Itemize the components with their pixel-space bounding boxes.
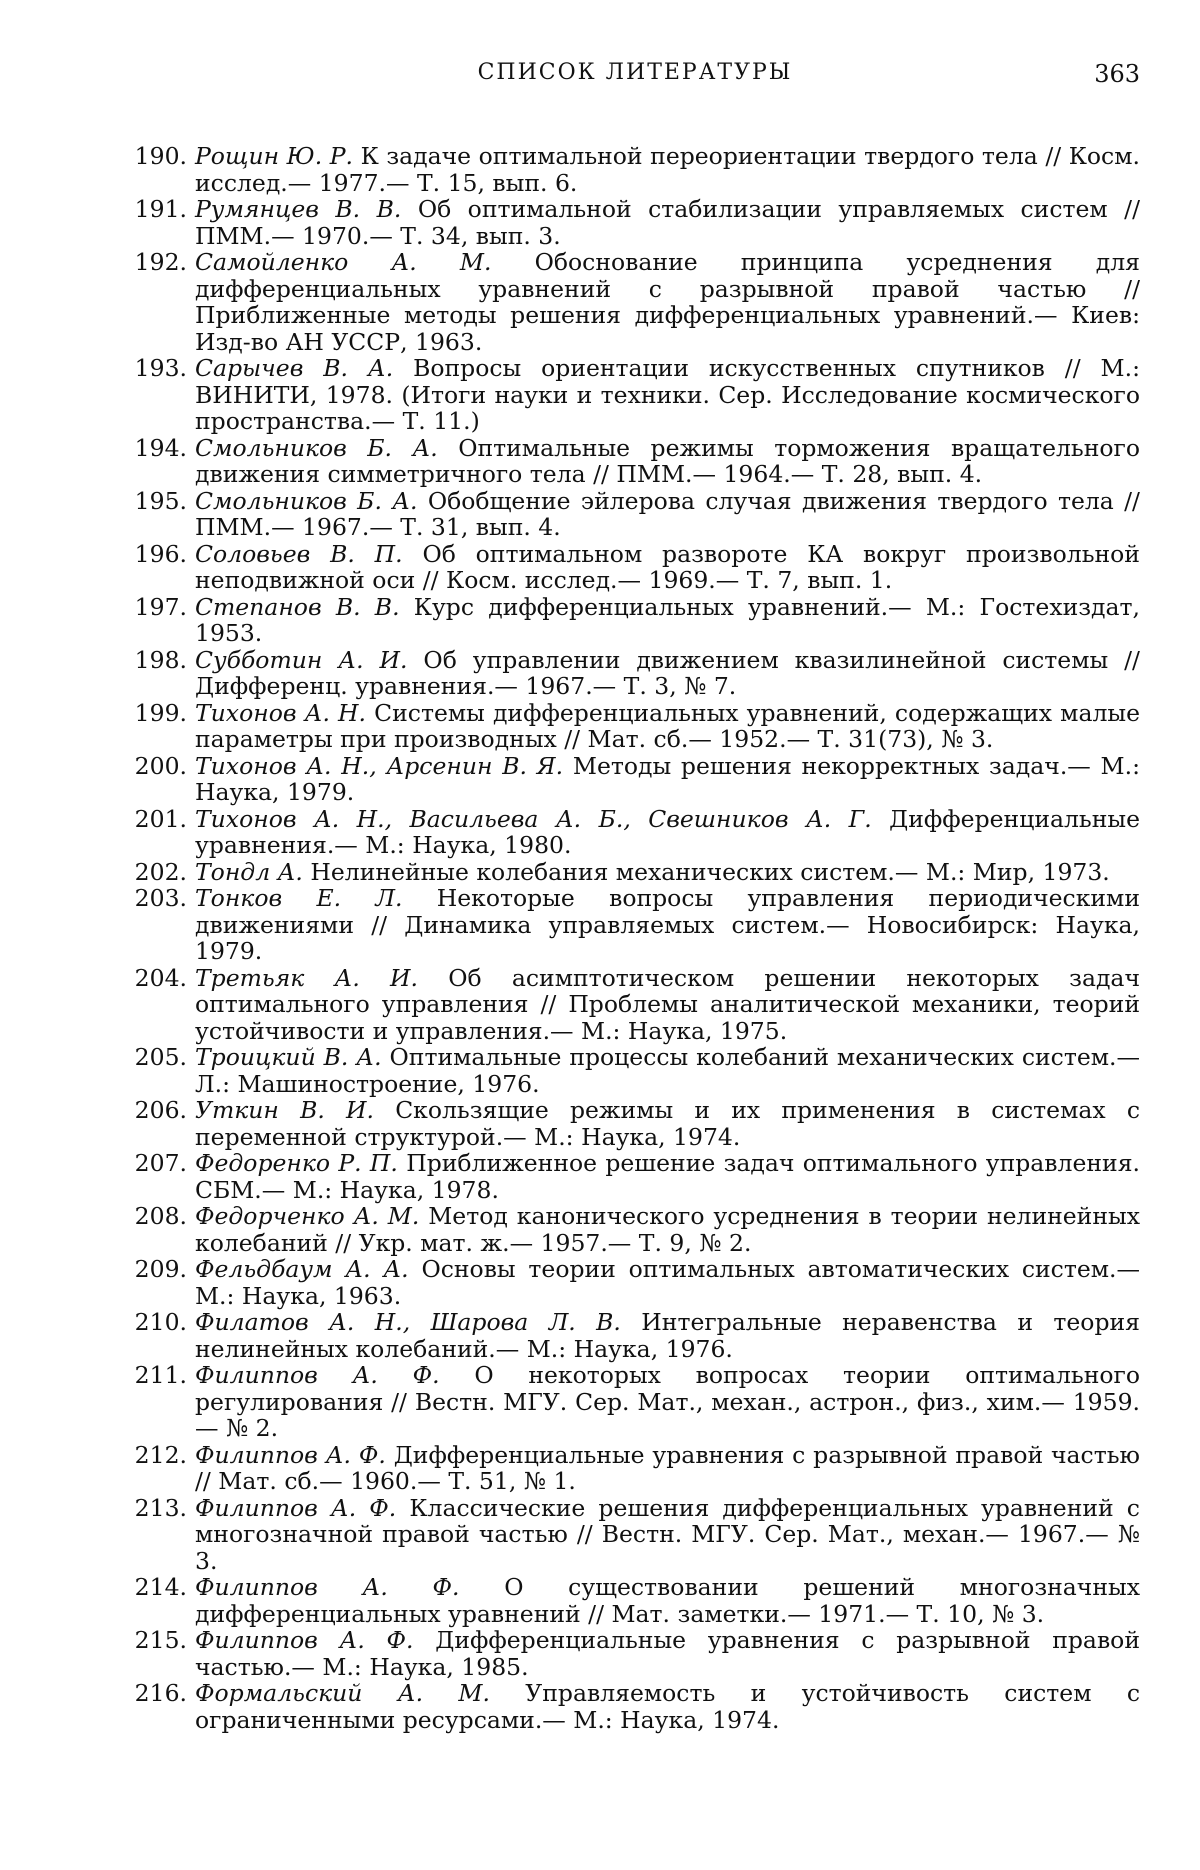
reference-authors: Филиппов А. Ф. <box>195 1573 460 1601</box>
reference-text: О некоторых вопросах теории оптимального регулирования // Вестн. МГУ. Сер. Мат., механ., астрон., физ., хим.— 1959.— № 2. <box>195 1361 1140 1442</box>
reference-body <box>195 1097 1140 1150</box>
reference-number: 204. <box>134 963 187 992</box>
reference-body <box>195 753 1140 806</box>
reference-authors: Степанов В. В. <box>195 592 400 621</box>
reference-entry <box>130 594 1140 647</box>
reference-number: 210. <box>134 1308 187 1336</box>
reference-number: 208. <box>134 1202 187 1230</box>
reference-authors: Троицкий В. А. <box>195 1043 382 1071</box>
reference-body <box>195 647 1140 700</box>
reference-entry <box>130 753 1140 806</box>
reference-entry <box>130 435 1140 488</box>
reference-text: Системы дифференциальных уравнений, содержащих малые параметры при производных // Мат. сб.— 1952.— Т. 31(73), № 3. <box>195 698 1140 753</box>
reference-authors: Румянцев В. В. <box>195 195 402 223</box>
reference-number: 205. <box>134 1043 187 1071</box>
reference-entry <box>130 806 1140 859</box>
reference-number: 194. <box>134 433 187 462</box>
reference-number: 202. <box>134 857 187 886</box>
reference-entry <box>130 1203 1140 1256</box>
reference-number: 213. <box>134 1493 187 1522</box>
reference-entry <box>130 143 1140 196</box>
reference-body <box>195 806 1140 859</box>
reference-body <box>195 1442 1140 1495</box>
reference-number: 209. <box>134 1255 187 1283</box>
reference-number: 190. <box>134 142 187 170</box>
reference-body <box>195 541 1140 594</box>
reference-text: Вопросы ориентации искусственных спутников // М.: ВИНИТИ, 1978. (Итоги науки и техники. Сер. Исследование космического пространства.— Т. 11.) <box>195 354 1140 435</box>
reference-body <box>195 355 1140 435</box>
reference-text: Дифференциальные уравнения.— М.: Наука, 1980. <box>195 804 1140 859</box>
reference-text: Дифференциальные уравнения с разрывной правой частью // Мат. сб.— 1960.— Т. 51, № 1. <box>195 1440 1140 1495</box>
reference-number: 216. <box>134 1679 187 1707</box>
reference-body <box>195 1362 1140 1442</box>
reference-number: 193. <box>134 354 187 382</box>
reference-entry <box>130 1680 1140 1733</box>
reference-number: 201. <box>134 804 187 833</box>
reference-text: Курс дифференциальных уравнений.— М.: Гостехиздат, 1953. <box>195 592 1140 647</box>
reference-text: Некоторые вопросы управления периодическими движениями // Динамика управляемых систем.— Новосибирск: Наука, 1979. <box>195 884 1140 965</box>
reference-number: 191. <box>134 195 187 223</box>
reference-authors: Тонков Е. Л. <box>195 884 403 912</box>
reference-body <box>195 1203 1140 1256</box>
reference-number: 207. <box>134 1149 187 1177</box>
reference-authors: Филиппов А. Ф. <box>195 1493 397 1522</box>
reference-authors: Тихонов А. Н. <box>195 698 366 727</box>
reference-body <box>195 859 1140 886</box>
reference-authors: Рощин Ю. Р. <box>195 142 354 170</box>
reference-text: Оптимальные процессы колебаний механических систем.— Л.: Машиностроение, 1976. <box>195 1043 1140 1098</box>
reference-text: Основы теории оптимальных автоматических систем.— М.: Наука, 1963. <box>195 1255 1140 1310</box>
reference-number: 211. <box>134 1361 187 1389</box>
reference-number: 195. <box>134 486 187 515</box>
reference-entry <box>130 885 1140 965</box>
reference-text: Приближенное решение задач оптимального управления. СБМ.— М.: Наука, 1978. <box>195 1149 1140 1204</box>
reference-text: О существовании решений многозначных дифференциальных уравнений // Мат. заметки.— 1971.— Т. 10, № 3. <box>195 1573 1140 1628</box>
reference-body <box>195 1150 1140 1203</box>
reference-authors: Тихонов А. Н., Арсенин В. Я. <box>195 751 564 780</box>
reference-entry <box>130 1627 1140 1680</box>
reference-entry <box>130 859 1140 886</box>
reference-entry <box>130 1150 1140 1203</box>
reference-body <box>195 1574 1140 1627</box>
reference-number: 203. <box>134 884 187 912</box>
reference-entry <box>130 1044 1140 1097</box>
reference-entry <box>130 1256 1140 1309</box>
reference-authors: Тондл А. <box>195 857 303 886</box>
reference-entry <box>130 965 1140 1045</box>
reference-authors: Федоренко Р. П. <box>195 1149 398 1177</box>
reference-text: Оптимальные режимы торможения вращательного движения симметричного тела // ПММ.— 1964.— Т. 28, вып. 4. <box>195 433 1140 488</box>
page <box>130 60 1140 1733</box>
reference-text: Управляемость и устойчивость систем с ограниченными ресурсами.— М.: Наука, 1974. <box>195 1679 1140 1734</box>
reference-entry <box>130 249 1140 355</box>
reference-body <box>195 196 1140 249</box>
reference-entry <box>130 488 1140 541</box>
reference-body <box>195 594 1140 647</box>
reference-entry <box>130 1097 1140 1150</box>
reference-text: К задаче оптимальной переориентации твердого тела // Косм. исслед.— 1977.— Т. 15, вып. 6. <box>195 142 1140 197</box>
reference-authors: Федорченко А. М. <box>195 1202 420 1230</box>
reference-body <box>195 488 1140 541</box>
reference-body <box>195 435 1140 488</box>
reference-authors: Филиппов А. Ф. <box>195 1361 440 1389</box>
reference-body <box>195 1309 1140 1362</box>
reference-text: Классические решения дифференциальных уравнений с многозначной правой частью // Вестн. МГУ. Сер. Мат., механ.— 1967.— № 3. <box>195 1493 1140 1575</box>
reference-authors: Соловьев В. П. <box>195 539 403 568</box>
reference-entry <box>130 647 1140 700</box>
reference-entry <box>130 1309 1140 1362</box>
reference-authors: Филиппов А. Ф. <box>195 1440 386 1469</box>
reference-authors: Формальский А. М. <box>195 1679 490 1707</box>
reference-number: 198. <box>134 645 187 674</box>
reference-text: Обобщение эйлерова случая движения твердого тела // ПММ.— 1967.— Т. 31, вып. 4. <box>195 486 1140 541</box>
reference-entry <box>130 1574 1140 1627</box>
reference-number: 215. <box>134 1626 187 1654</box>
reference-text: Дифференциальные уравнения с разрывной правой частью.— М.: Наука, 1985. <box>195 1626 1140 1681</box>
reference-entry <box>130 196 1140 249</box>
reference-authors: Самойленко А. М. <box>195 248 492 276</box>
reference-entry <box>130 1362 1140 1442</box>
reference-text: Методы решения некорректных задач.— М.: Наука, 1979. <box>195 751 1140 806</box>
page-header <box>130 60 1140 100</box>
reference-text: Интегральные неравенства и теория нелинейных колебаний.— М.: Наука, 1976. <box>195 1308 1140 1363</box>
reference-text: Скользящие режимы и их применения в системах с переменной структурой.— М.: Наука, 1974. <box>195 1096 1140 1151</box>
reference-authors: Филатов А. Н., Шарова Л. В. <box>195 1308 621 1336</box>
reference-entry <box>130 541 1140 594</box>
reference-authors: Субботин А. И. <box>195 645 408 674</box>
reference-authors: Уткин В. И. <box>195 1096 374 1124</box>
reference-authors: Тихонов А. Н., Васильева А. Б., Свешников А. Г. <box>195 804 872 833</box>
reference-body <box>195 249 1140 355</box>
reference-body <box>195 1256 1140 1309</box>
reference-body <box>195 1495 1140 1575</box>
reference-entry <box>130 1495 1140 1575</box>
reference-number: 214. <box>134 1573 187 1601</box>
reference-text: Об оптимальной стабилизации управляемых систем // ПММ.— 1970.— Т. 34, вып. 3. <box>195 195 1140 250</box>
reference-authors: Смольников Б. А. <box>195 486 418 515</box>
reference-body <box>195 1680 1140 1733</box>
reference-text: Об асимптотическом решении некоторых задач оптимального управления // Проблемы аналитической механики, теорий устойчивости и управления.— М.: Наука, 1975. <box>195 963 1140 1045</box>
reference-authors: Смольников Б. А. <box>195 433 438 462</box>
reference-body <box>195 1627 1140 1680</box>
reference-entry <box>130 355 1140 435</box>
reference-text: Обоснование принципа усреднения для дифференциальных уравнений с разрывной правой частью // Приближенные методы решения дифференциальных уравнений.— Киев: Изд-во АН УССР, 1963. <box>195 248 1140 356</box>
reference-number: 196. <box>134 539 187 568</box>
reference-number: 199. <box>134 698 187 727</box>
reference-authors: Фельдбаум А. А. <box>195 1255 409 1283</box>
reference-number: 206. <box>134 1096 187 1124</box>
reference-list <box>130 143 1140 1733</box>
reference-authors: Сарычев В. А. <box>195 354 394 382</box>
reference-authors: Филиппов А. Ф. <box>195 1626 414 1654</box>
reference-number: 197. <box>134 592 187 621</box>
reference-body <box>195 143 1140 196</box>
reference-entry <box>130 700 1140 753</box>
reference-entry <box>130 1442 1140 1495</box>
reference-text: Метод канонического усреднения в теории нелинейных колебаний // Укр. мат. ж.— 1957.— Т. 9, № 2. <box>195 1202 1140 1257</box>
reference-text: Об управлении движением квазилинейной системы // Дифференц. уравнения.— 1967.— Т. 3, № 7. <box>195 645 1140 700</box>
running-title: СПИСОК ЛИТЕРАТУРЫ <box>477 60 793 85</box>
reference-text: Об оптимальном развороте КА вокруг произвольной неподвижной оси // Косм. исслед.— 1969.— Т. 7, вып. 1. <box>195 539 1140 594</box>
reference-number: 212. <box>134 1440 187 1469</box>
page-number: 363 <box>1094 60 1140 88</box>
reference-number: 200. <box>134 751 187 780</box>
reference-body <box>195 1044 1140 1097</box>
reference-body <box>195 700 1140 753</box>
reference-body <box>195 965 1140 1045</box>
reference-text: Нелинейные колебания механических систем.— М.: Мир, 1973. <box>310 857 1110 886</box>
reference-number: 192. <box>134 248 187 276</box>
reference-body <box>195 885 1140 965</box>
reference-authors: Третьяк А. И. <box>195 963 418 992</box>
